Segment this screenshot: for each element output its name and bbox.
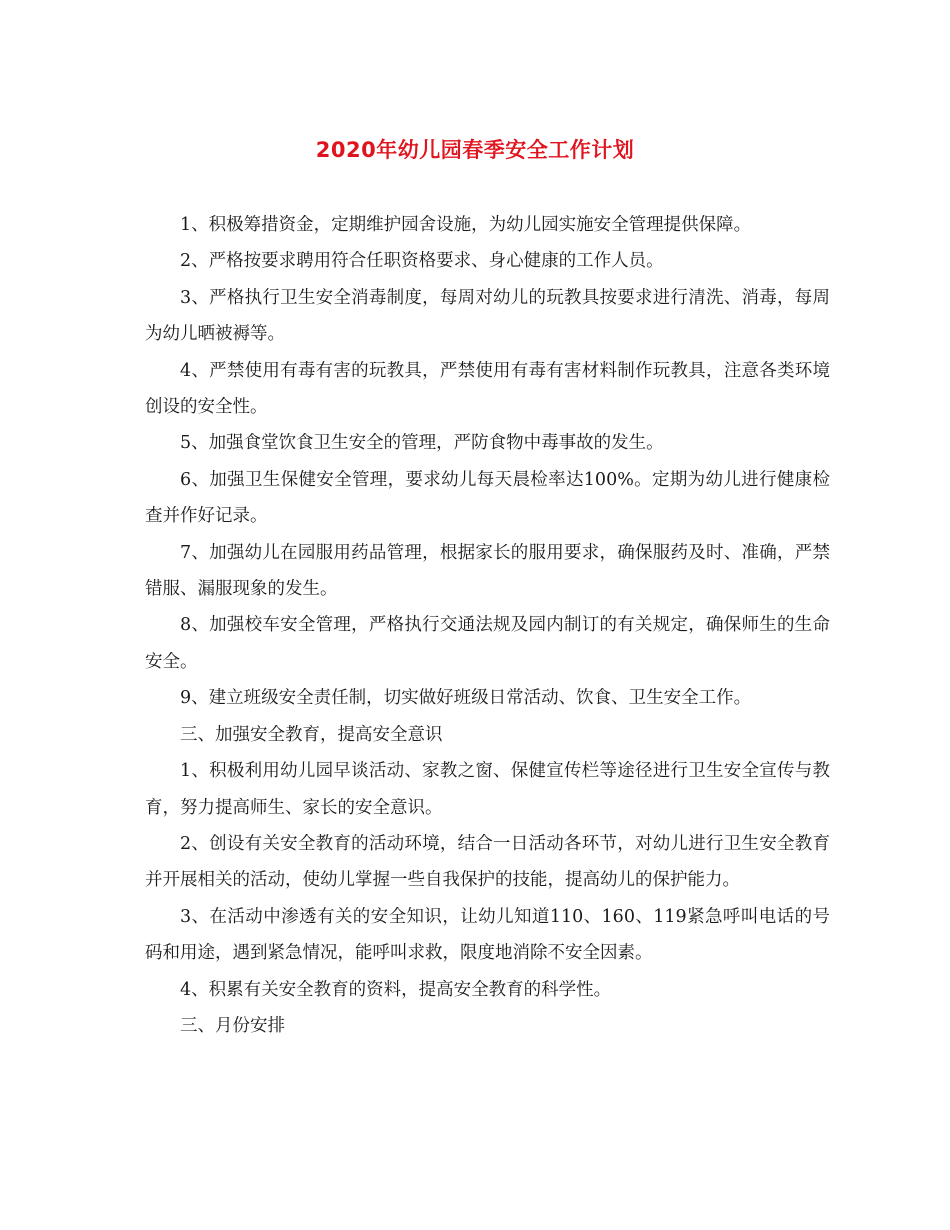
paragraph-4: 4、严禁使用有毒有害的玩教具，严禁使用有毒有害材料制作玩教具，注意各类环境创设的安全性。 [145,360,830,418]
paragraph-8: 8、加强校车安全管理，严格执行交通法规及园内制订的有关规定，确保师生的生命安全。 [145,615,830,672]
paragraph-7: 7、加强幼儿在园服用药品管理，根据家长的服用要求，确保服药及时、准确，严禁错服、漏服现象的发生。 [145,542,830,600]
paragraph-education-2: 2、创设有关安全教育的活动环境，结合一日活动各环节，对幼儿进行卫生安全教育并开展相关的活动，使幼儿掌握一些自我保护的技能，提高幼儿的保护能力。 [145,833,830,891]
paragraph-education-4: 4、积累有关安全教育的资料，提高安全教育的科学性。 [180,979,612,1000]
paragraph-2: 2、严格按要求聘用符合任职资格要求、身心健康的工作人员。 [180,251,664,272]
paragraph-education-3: 3、在活动中渗透有关的安全知识，让幼儿知道110、160、119紧急呼叫电话的号码和用途，遇到紧急情况，能呼叫求救，限度地消除不安全因素。 [145,906,830,964]
section-heading-monthly-schedule: 三、月份安排 [180,1015,285,1036]
paragraph-9: 9、建立班级安全责任制，切实做好班级日常活动、饮食、卫生安全工作。 [180,688,752,709]
paragraph-3: 3、严格执行卫生安全消毒制度，每周对幼儿的玩教具按要求进行清洗、消毒，每周为幼儿晒被褥等。 [145,287,830,345]
paragraph-1: 1、积极筹措资金，定期维护园舍设施，为幼儿园实施安全管理提供保障。 [180,215,752,235]
document-title: 2020年幼儿园春季安全工作计划 [315,138,635,162]
paragraph-5: 5、加强食堂饮食卫生安全的管理，严防食物中毒事故的发生。 [180,433,664,454]
document-body [145,207,830,1044]
paragraph-6: 6、加强卫生保健安全管理，要求幼儿每天晨检率达100%。定期为幼儿进行健康检查并作好记录。 [145,469,830,527]
paragraph-education-1: 1、积极利用幼儿园早谈活动、家教之窗、保健宣传栏等途径进行卫生安全宣传与教育，努力提高师生、家长的安全意识。 [145,761,830,818]
section-heading-safety-education: 三、加强安全教育，提高安全意识 [180,724,443,745]
